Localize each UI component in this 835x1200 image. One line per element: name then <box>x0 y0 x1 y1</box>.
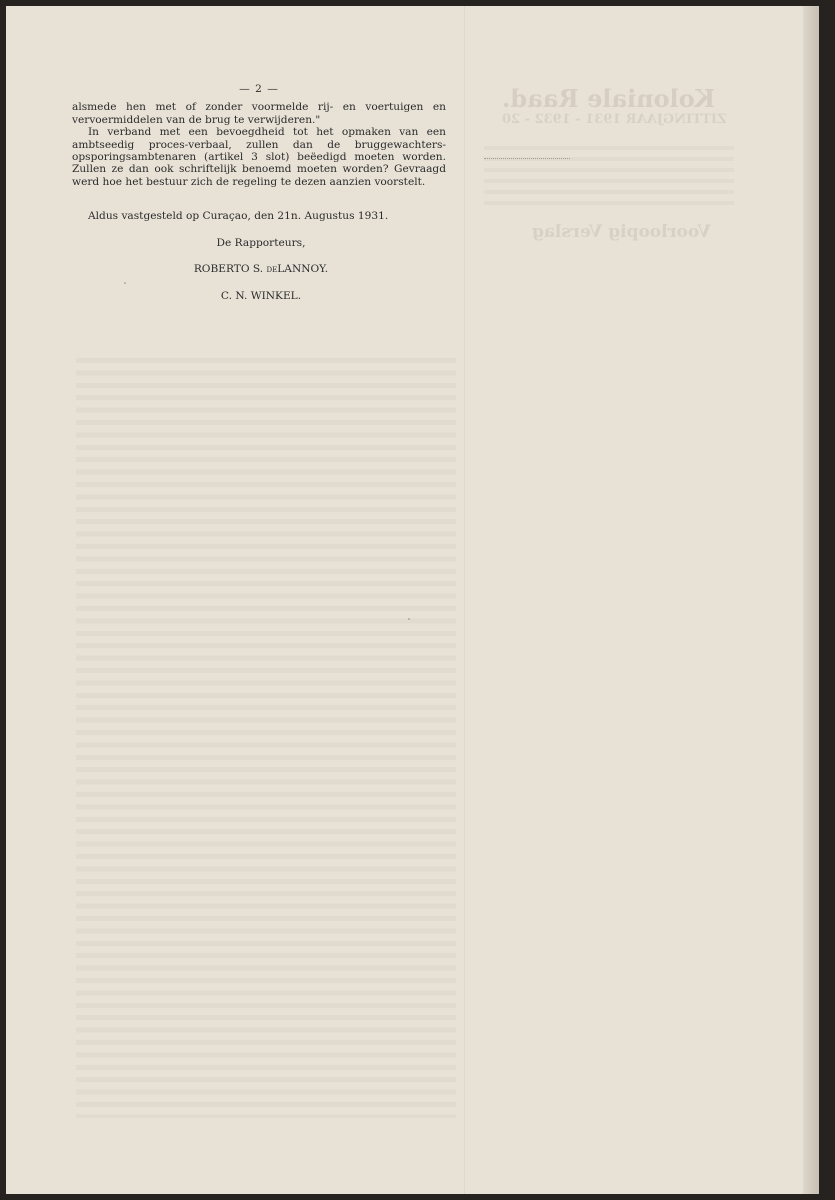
signatory-particle: de <box>266 264 278 276</box>
bleed-through-lines-right <box>484 146 734 210</box>
bleed-through-subtitle: ZITTINGJAAR 1931 - 1932 - 20 <box>502 112 727 127</box>
signatory <box>72 263 446 276</box>
bleed-through-heading: Voorloopig Verslag <box>532 222 711 242</box>
paragraph: alsmede hen met of zonder voormelde rij- en voertuigen en vervoermiddelen van de brug te verwijderen." <box>72 101 446 126</box>
signatory: C. N. WINKEL. <box>220 290 302 303</box>
paragraph: In verband met een bevoegdheid tot het opmaken van een ambtseedig proces-verbaal, zullen dan de bruggewachters-opsporingsambtenaren (artikel 3 slot) beëedigd moeten worden. Zullen ze dan ook schriftelijk benoemd moeten worden? Gevraagd werd hoe het bestuur zich de regeling te dezen aanzien voorstelt. <box>72 126 446 188</box>
signatory-surname: LANNOY. <box>277 263 329 276</box>
page-number: — 2 — <box>239 83 279 95</box>
signatory-given-names: ROBERTO S. <box>193 263 264 276</box>
document-text <box>72 83 446 303</box>
bleed-through-title: Koloniale Raad. <box>502 84 716 113</box>
page-edge <box>803 6 819 1194</box>
closing-line: Aldus vastgesteld op Curaçao, den 21n. Augustus 1931. <box>88 210 389 223</box>
document-page <box>6 6 819 1194</box>
dotted-rule <box>484 158 570 159</box>
paper-speck <box>408 618 410 620</box>
fold-line <box>464 6 465 1194</box>
rapporteurs-label: De Rapporteurs, <box>216 236 306 249</box>
bleed-through-lines <box>76 358 456 1118</box>
